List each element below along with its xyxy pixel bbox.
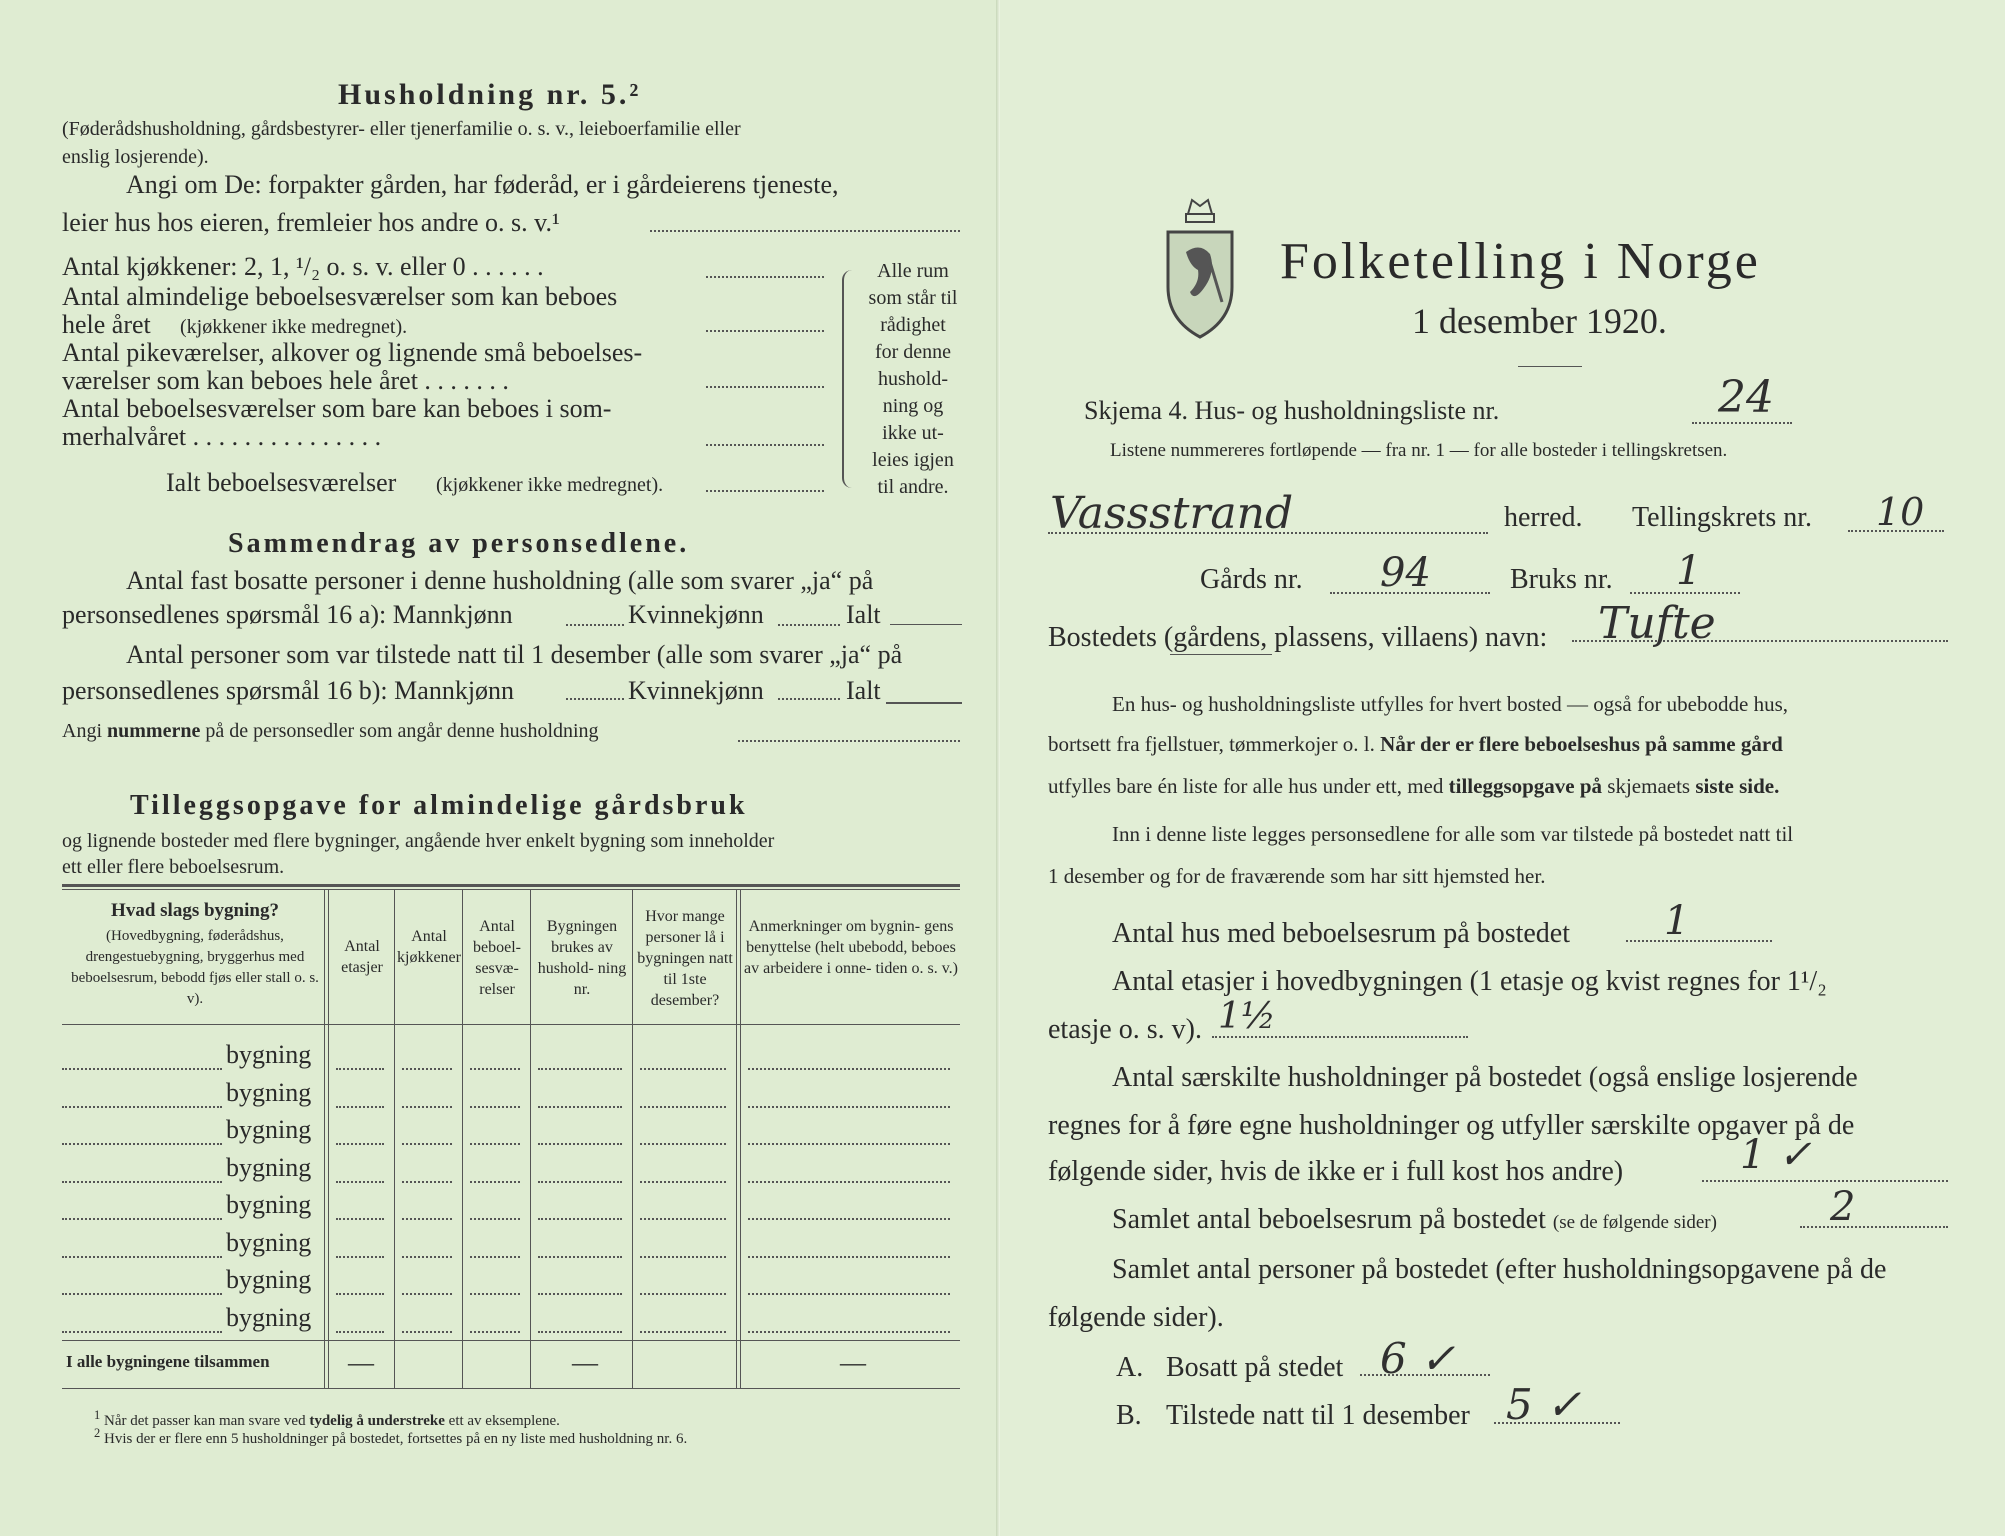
table-cell-line: [402, 1143, 452, 1145]
maid-rooms-line: [706, 386, 824, 388]
summary-present-total: Ialt: [846, 676, 881, 705]
table-cell-line: [336, 1143, 384, 1145]
table-cell-line: [402, 1218, 452, 1220]
q-persons-b: følgende sider).: [1048, 1302, 1224, 1333]
summary-present-female: Kvinnekjønn: [628, 676, 764, 705]
table-cell-line: [336, 1331, 384, 1333]
title-divider: [1518, 366, 1582, 367]
present-total-line: [886, 702, 962, 704]
table-cell-line: [402, 1181, 452, 1183]
col-header-building: Hvad slags bygning?: [111, 900, 279, 921]
footnote-2: $^2$ Hvis der er flere enn 5 husholdninger på bostedet, fortsettes på en ny liste med husholdning nr. 6.: [94, 1426, 688, 1447]
summary-fixed-a: Antal fast bosatte personer i denne husholdning (alle som svarer „ja“ på: [126, 566, 874, 595]
building-type-line: [62, 1293, 222, 1295]
footnote-1: $^1$ Når det passer kan man svare ved tydelig å understreke ett av eksemplene.: [94, 1408, 560, 1429]
table-cell-line: [640, 1331, 726, 1333]
col-header-household: Bygningen brukes av hushold- ning nr.: [537, 918, 627, 998]
total-floors-mark: —: [348, 1348, 374, 1377]
table-cell-line: [538, 1331, 622, 1333]
instructions-2b: 1 desember og for de fraværende som har sitt hjemsted her.: [1048, 864, 1546, 888]
table-cell-line: [538, 1143, 622, 1145]
household-note: (Føderådshusholdning, gårdsbestyrer- eller tjenerfamilie o. s. v., leieboerfamilie eller: [62, 118, 741, 140]
side-note-line: til andre.: [877, 476, 949, 498]
census-title: Folketelling i Norge: [1280, 233, 1761, 290]
numbers-label: Angi nummerne på de personsedler som angår denne husholdning: [62, 720, 599, 742]
q-floors-value: 1½: [1218, 996, 1276, 1037]
table-cell-line: [640, 1106, 726, 1108]
q-houses-label: Antal hus med beboelsesrum på bostedet: [1112, 918, 1571, 949]
table-cell-line: [538, 1293, 622, 1295]
schema-label: Skjema 4. Hus- og husholdningsliste nr.: [1084, 396, 1500, 425]
side-note-line: for denne: [874, 341, 952, 363]
q-resident-letter: A.: [1116, 1352, 1144, 1383]
table-cell-line: [470, 1293, 520, 1295]
building-type-line: [62, 1068, 222, 1070]
instructions-1a: En hus- og husholdningsliste utfylles for hvert bosted — også for ubebodde hus,: [1112, 692, 1788, 716]
building-row-label: bygning: [226, 1227, 312, 1257]
summary-fixed-total: Ialt: [846, 600, 881, 629]
table-cell-line: [470, 1218, 520, 1220]
table-cell-line: [640, 1143, 726, 1145]
census-date: 1 desember 1920.: [1412, 301, 1667, 341]
question-occupancy: Angi om De: forpakter gården, har føderåd, er i gårdeierens tjeneste,: [126, 170, 839, 199]
gardens-underline: [1170, 654, 1272, 655]
building-type-line: [62, 1256, 222, 1258]
supplement-text-2: ett eller flere beboelsesrum.: [62, 856, 285, 878]
fixed-total-line: [890, 624, 962, 625]
present-male-line: [566, 698, 624, 700]
summary-fixed-b: personsedlenes spørsmål 16 a): Mannkjønn: [62, 600, 513, 629]
q-houses-line: [1626, 940, 1772, 942]
total-rooms-note: (kjøkkener ikke medregnet).: [436, 474, 664, 496]
question-occupancy-2: leier hus hos eieren, fremleier hos andre o. s. v.¹: [62, 208, 560, 237]
side-note-line: ikke ut-: [882, 422, 944, 444]
q-rooms-label: Samlet antal beboelsesrum på bostedet (se de følgende sider): [1112, 1204, 1717, 1235]
side-bracket: [842, 270, 856, 488]
table-cell-line: [336, 1256, 384, 1258]
q-rooms-value: 2: [1830, 1184, 1856, 1230]
instructions-2a: Inn i denne liste legges personsedlene for alle som var tilstede på bostedet natt til: [1112, 822, 1794, 846]
table-cell-line: [336, 1218, 384, 1220]
total-row-label: I alle bygningene tilsammen: [66, 1352, 270, 1371]
q-households-a: Antal særskilte husholdninger på bostedet (også enslige losjerende: [1112, 1062, 1858, 1093]
table-cell-line: [748, 1143, 950, 1145]
supplement-text: og lignende bosteder med flere bygninger, angående hver enkelt bygning som inneholder: [62, 830, 775, 852]
table-cell-line: [336, 1106, 384, 1108]
q-households-b: regnes for å føre egne husholdninger og utfyller særskilte opgaver på de: [1048, 1110, 1855, 1141]
total-household-mark: —: [572, 1348, 598, 1377]
table-cell-line: [402, 1293, 452, 1295]
building-row-label: bygning: [226, 1190, 312, 1219]
q-rooms-line: [1800, 1226, 1948, 1228]
summer-rooms-line: [706, 444, 824, 446]
table-cell-line: [748, 1256, 950, 1258]
table-cell-line: [538, 1181, 622, 1183]
total-rooms-line: [706, 490, 824, 492]
table-cell-line: [640, 1293, 726, 1295]
q-resident-value: 6 ✓: [1380, 1334, 1456, 1383]
table-cell-line: [336, 1293, 384, 1295]
building-type-line: [62, 1143, 222, 1145]
table-cell-line: [470, 1143, 520, 1145]
table-cell-line: [336, 1068, 384, 1070]
table-cell-line: [470, 1181, 520, 1183]
instructions-1c: utfylles bare én liste for alle hus under ett, med tilleggsopgave på skjemaets siste side.: [1048, 774, 1780, 798]
q-houses-value: 1: [1664, 898, 1690, 944]
household-title: Husholdning nr. 5.²: [338, 78, 642, 111]
summary-fixed-female: Kvinnekjønn: [628, 600, 764, 629]
summer-rooms-label: Antal beboelsesværelser som bare kan beboes i som-: [62, 394, 612, 423]
table-cell-line: [640, 1068, 726, 1070]
q-households-c: følgende sider, hvis de ikke er i full kost hos andre): [1048, 1156, 1624, 1187]
table-cell-line: [402, 1068, 452, 1070]
coat-of-arms-icon: [1160, 192, 1240, 342]
side-note-line: som står til: [868, 287, 958, 309]
side-note-line: ning og: [882, 395, 944, 417]
col-header-kitchens: Antal kjøkkener: [397, 928, 461, 966]
supplement-title: Tilleggsopgave for almindelige gårdsbruk: [130, 790, 748, 821]
building-type-line: [62, 1181, 222, 1183]
building-type-line: [62, 1106, 222, 1108]
table-cell-line: [748, 1068, 950, 1070]
table-cell-line: [538, 1218, 622, 1220]
table-cell-line: [402, 1256, 452, 1258]
q-present-label: Tilstede natt til 1 desember: [1166, 1400, 1470, 1431]
fixed-female-line: [778, 624, 840, 626]
building-row-label: bygning: [226, 1265, 312, 1294]
bruks-label: Bruks nr.: [1510, 564, 1613, 595]
table-cell-line: [470, 1331, 520, 1333]
col-header-rooms: Antal beboel- sesvæ- relser: [473, 918, 521, 998]
krets-label: Tellingskrets nr.: [1632, 502, 1813, 533]
rooms-note: (kjøkkener ikke medregnet).: [180, 316, 408, 338]
table-cell-line: [402, 1106, 452, 1108]
rooms-label-2: hele året: [62, 310, 151, 339]
col-header-persons: Hvor mange personer lå i bygningen natt til 1ste desember?: [637, 908, 733, 1009]
table-cell-line: [640, 1218, 726, 1220]
table-cell-line: [470, 1106, 520, 1108]
table-cell-line: [748, 1218, 950, 1220]
building-row-label: bygning: [226, 1115, 312, 1144]
table-cell-line: [538, 1068, 622, 1070]
right-page: [1000, 0, 2005, 1536]
table-cell-line: [748, 1106, 950, 1108]
kitchens-line: [706, 276, 824, 278]
col-header-building-sub: (Hovedbygning, føderådshus, drengestuebygning, bryggerhus med beboelsesrum, bebodd fjøs eller stall o. s. v).: [71, 928, 319, 1007]
herred-value: Vassstrand: [1050, 488, 1294, 539]
total-remarks-mark: —: [840, 1348, 866, 1377]
building-row-label: bygning: [226, 1040, 312, 1069]
listene-note: Listene nummereres fortløpende — fra nr. 1 — for alle bosteder i tellingskretsen.: [1110, 440, 1728, 461]
table-cell-line: [640, 1256, 726, 1258]
instructions-1b: bortsett fra fjellstuer, tømmerkojer o. l. Når der er flere beboelseshus på samme gård: [1048, 732, 1783, 756]
q-households-value: 1 ✓: [1740, 1132, 1812, 1178]
rooms-label: Antal almindelige beboelsesværelser som kan beboes: [62, 282, 618, 311]
kitchens-label: Antal kjøkkener: 2, 1, ¹/₂ o. s. v. eller 0 . . . . . .: [62, 252, 544, 281]
maid-rooms-label-2: værelser som kan beboes hele året . . . . . . .: [62, 366, 509, 395]
q-resident-label: Bosatt på stedet: [1166, 1352, 1344, 1383]
q-persons-a: Samlet antal personer på bostedet (efter husholdningsopgavene på de: [1112, 1254, 1887, 1285]
fixed-male-line: [566, 624, 624, 626]
summary-present-a: Antal personer som var tilstede natt til 1 desember (alle som svarer „ja“ på: [126, 640, 903, 669]
krets-value: 10: [1876, 490, 1925, 534]
q-floors-a: Antal etasjer i hovedbygningen (1 etasje og kvist regnes for 1¹/₂: [1112, 966, 1827, 997]
summary-title: Sammendrag av personsedlene.: [228, 528, 690, 559]
side-note-line: hushold-: [878, 368, 948, 390]
table-cell-line: [538, 1256, 622, 1258]
q-present-value: 5 ✓: [1506, 1380, 1582, 1429]
building-row-label: bygning: [226, 1152, 312, 1182]
q-floors-b: etasje o. s. v).: [1048, 1014, 1202, 1045]
table-cell-line: [470, 1256, 520, 1258]
gards-label: Gårds nr.: [1200, 564, 1303, 595]
side-note-line: leies igjen: [872, 449, 954, 471]
table-cell-line: [748, 1331, 950, 1333]
left-page: [0, 0, 1000, 1536]
household-note-2: enslig losjerende).: [62, 146, 209, 168]
building-type-line: [62, 1331, 222, 1333]
side-note-line: Alle rum: [877, 260, 949, 282]
gards-value: 94: [1380, 550, 1431, 596]
occupancy-answer-line: [650, 230, 960, 232]
table-cell-line: [470, 1068, 520, 1070]
herred-label: herred.: [1504, 502, 1583, 533]
q-present-letter: B.: [1116, 1400, 1142, 1431]
table-cell-line: [538, 1106, 622, 1108]
bosted-value: Tufte: [1598, 598, 1716, 649]
table-cell-line: [640, 1181, 726, 1183]
col-header-remarks: Anmerkninger om bygnin- gens benyttelse (helt ubebodd, beboes av arbeidere i onne- tiden o. s. v.): [744, 918, 958, 977]
table-cell-line: [748, 1181, 950, 1183]
present-female-line: [778, 698, 840, 700]
bosted-label: Bostedets (gårdens, plassens, villaens) navn:: [1048, 622, 1548, 653]
schema-number: 24: [1718, 372, 1774, 423]
bruks-value: 1: [1676, 548, 1702, 594]
col-header-floors: Antal etasjer: [341, 938, 383, 976]
summary-present-b: personsedlenes spørsmål 16 b): Mannkjønn: [62, 676, 515, 705]
rooms-line: [706, 330, 824, 332]
building-row-label: bygning: [226, 1077, 312, 1107]
maid-rooms-label: Antal pikeværelser, alkover og lignende små beboelses-: [62, 338, 643, 367]
numbers-line: [738, 740, 960, 742]
summer-rooms-label-2: merhalvåret . . . . . . . . . . . . . . .: [62, 422, 382, 451]
table-cell-line: [336, 1181, 384, 1183]
side-note-line: rådighet: [880, 314, 946, 336]
building-type-line: [62, 1218, 222, 1220]
building-row-label: bygning: [226, 1302, 312, 1332]
side-note: [858, 258, 968, 501]
table-cell-line: [748, 1293, 950, 1295]
table-cell-line: [402, 1331, 452, 1333]
q-households-line: [1702, 1180, 1948, 1182]
total-rooms-label: Ialt beboelsesværelser: [166, 468, 397, 497]
